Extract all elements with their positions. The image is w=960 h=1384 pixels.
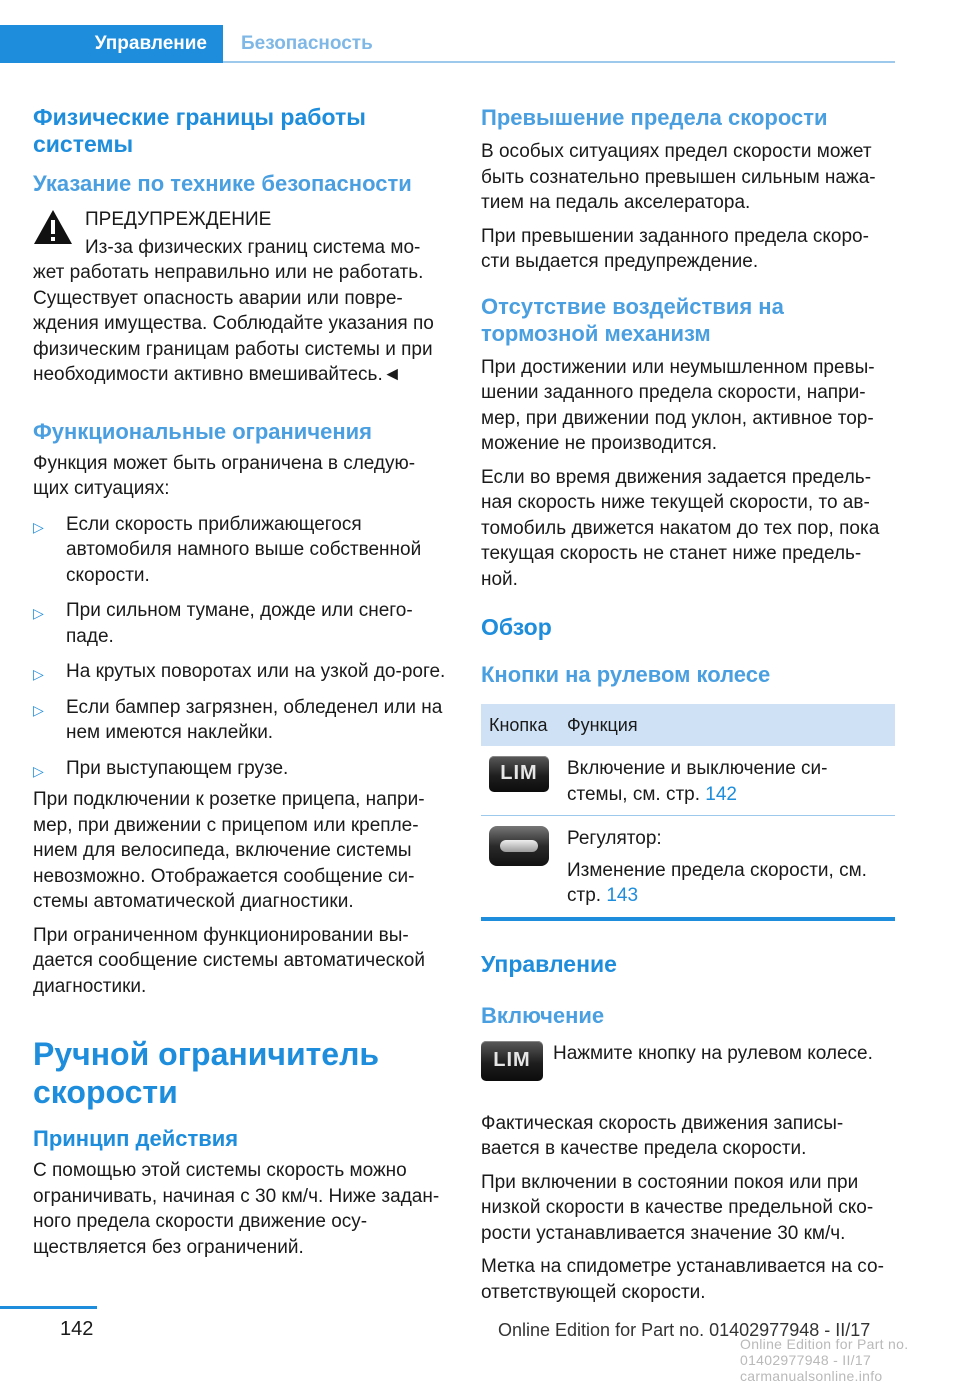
list-item: ▷ Если бампер загрязнен, обледенел или на нем имеются наклейки. (33, 696, 443, 743)
list-item: ▷ На крутых поворотах или на узкой до-роге. (33, 659, 448, 685)
func-intro: Функция может быть ограничена в следую-щих ситуациях: (33, 452, 416, 499)
switch-on-instruction (481, 1041, 896, 1087)
footer-rule (0, 1306, 97, 1309)
warning-triangle-icon (33, 209, 73, 245)
bullet-triangle-icon: ▷ (33, 666, 44, 682)
no-brake-text-2: Если во время движения задается предель-ная скорость ниже текущей скорости, то ав-томобиль движется накатом до тех пор, пока текущая скорость не станет ниже предель-ной. (481, 466, 880, 590)
table-header-function: Функция (559, 704, 895, 746)
exceed-text-1: В особых ситуациях предел скорости может быть сознательно превышен сильным нажа-тием на педаль акселератора. (481, 141, 876, 213)
trailer-text: При подключении к розетке прицепа, напри-мер, при движении с прицепом или крепле-нием для велосипеда, включение системы невозможно. Отображается сообщение си-стемы автоматической диагностики. (33, 789, 425, 912)
heading-physical-limits: Физические границы работы системы (33, 104, 366, 157)
principle-text: С помощью этой системы скорость можно ограничивать, начиная с 30 км/ч. Ниже задан-ного предела скорости движение осу-ществляется без ограничений. (33, 1160, 440, 1258)
heading-principle: Принцип действия (33, 1126, 239, 1151)
lim-button-icon[interactable]: LIM (489, 756, 549, 792)
bullet-triangle-icon: ▷ (33, 518, 44, 535)
heading-exceed-limit: Превышение предела скорости (481, 105, 828, 130)
row-function: Включение и выключение си-стемы, см. стр. 142 (559, 746, 895, 816)
tab-safety[interactable]: Безопасность (241, 33, 373, 54)
speedometer-mark-text: Метка на спидометре устанавливается на со-ответствующей скорости. (481, 1256, 884, 1303)
warning-block (33, 207, 448, 233)
right-column (481, 104, 896, 1313)
heading-functional-limits: Функциональные ограничения (33, 418, 372, 444)
row-function: Регулятор: Изменение предела скорости, см. стр. 143 (559, 816, 895, 919)
bullet-triangle-icon: ▷ (33, 701, 44, 718)
buttons-table (481, 704, 895, 921)
actual-speed-text: Фактическая скорость движения записы-вается в качестве предела скорости. (481, 1112, 844, 1159)
heading-safety-note: Указание по технике безопасности (33, 171, 412, 196)
heading-wheel-buttons: Кнопки на рулевом колесе (481, 662, 771, 687)
standstill-text: При включении в состоянии покоя или при низкой скорости в качестве предельной ско-рости устанавливается значение 30 км/ч. (481, 1171, 874, 1244)
rocker-switch-icon[interactable] (489, 826, 549, 866)
edition-text: Online Edition for Part no. 01402977948 - II/17 (498, 1320, 871, 1340)
limits-list (33, 512, 448, 782)
table-row (481, 746, 895, 816)
lim-button-icon[interactable]: LIM (481, 1041, 543, 1081)
table-row (481, 816, 895, 919)
no-brake-text-1: При достижении или неумышленном превы-шении заданного предела скорости, напри-мер, при движении под уклон, активное тор-можение не производится. (481, 356, 875, 454)
list-item: ▷ При сильном тумане, дожде или снего-паде. (33, 600, 413, 647)
exceed-text-2: При превышении заданного предела скоро-сти выдается предупреждение. (481, 225, 869, 272)
switch-on-text: Нажмите кнопку на рулевом колесе. (553, 1042, 873, 1064)
heading-no-brake: Отсутствие воздействия на тормозной механизм (481, 293, 784, 346)
list-item: ▷ При выступающем грузе. (33, 756, 448, 782)
page-number: 142 (60, 1318, 94, 1340)
page-link-142[interactable]: 142 (705, 783, 737, 805)
warning-title: ПРЕДУПРЕЖДЕНИЕ (85, 209, 272, 230)
bullet-triangle-icon: ▷ (33, 762, 44, 779)
bullet-triangle-icon: ▷ (33, 605, 44, 621)
watermark: Online Edition for Part no. 01402977948 - II/17 carmanualsonline.info (740, 1336, 909, 1384)
tab-operation[interactable]: Управление (0, 25, 223, 63)
heading-overview: Обзор (481, 614, 552, 640)
heading-control: Управление (481, 950, 617, 977)
warning-text: Из-за физических границ система мо-жет работать неправильно или не работать. Существует опасность аварии или повре-ждения имущества. Соблюдайте указания по физическим границам работы системы и при необходимости активно вмешивайтесь.◄ (33, 236, 434, 385)
limited-function-text: При ограниченном функционировании вы-дается сообщение системы автоматической диагностики. (33, 924, 425, 997)
list-item: ▷ Если скорость приближающегося автомобиля намного выше собственной скорости. (33, 513, 422, 586)
left-column (33, 104, 448, 1268)
heading-switch-on: Включение (481, 1002, 605, 1028)
table-header-button: Кнопка (481, 704, 559, 746)
page-link-143[interactable]: 143 (606, 885, 639, 906)
header-rule (223, 61, 895, 63)
heading-manual-limiter: Ручной ограничитель скорости (33, 1036, 380, 1110)
